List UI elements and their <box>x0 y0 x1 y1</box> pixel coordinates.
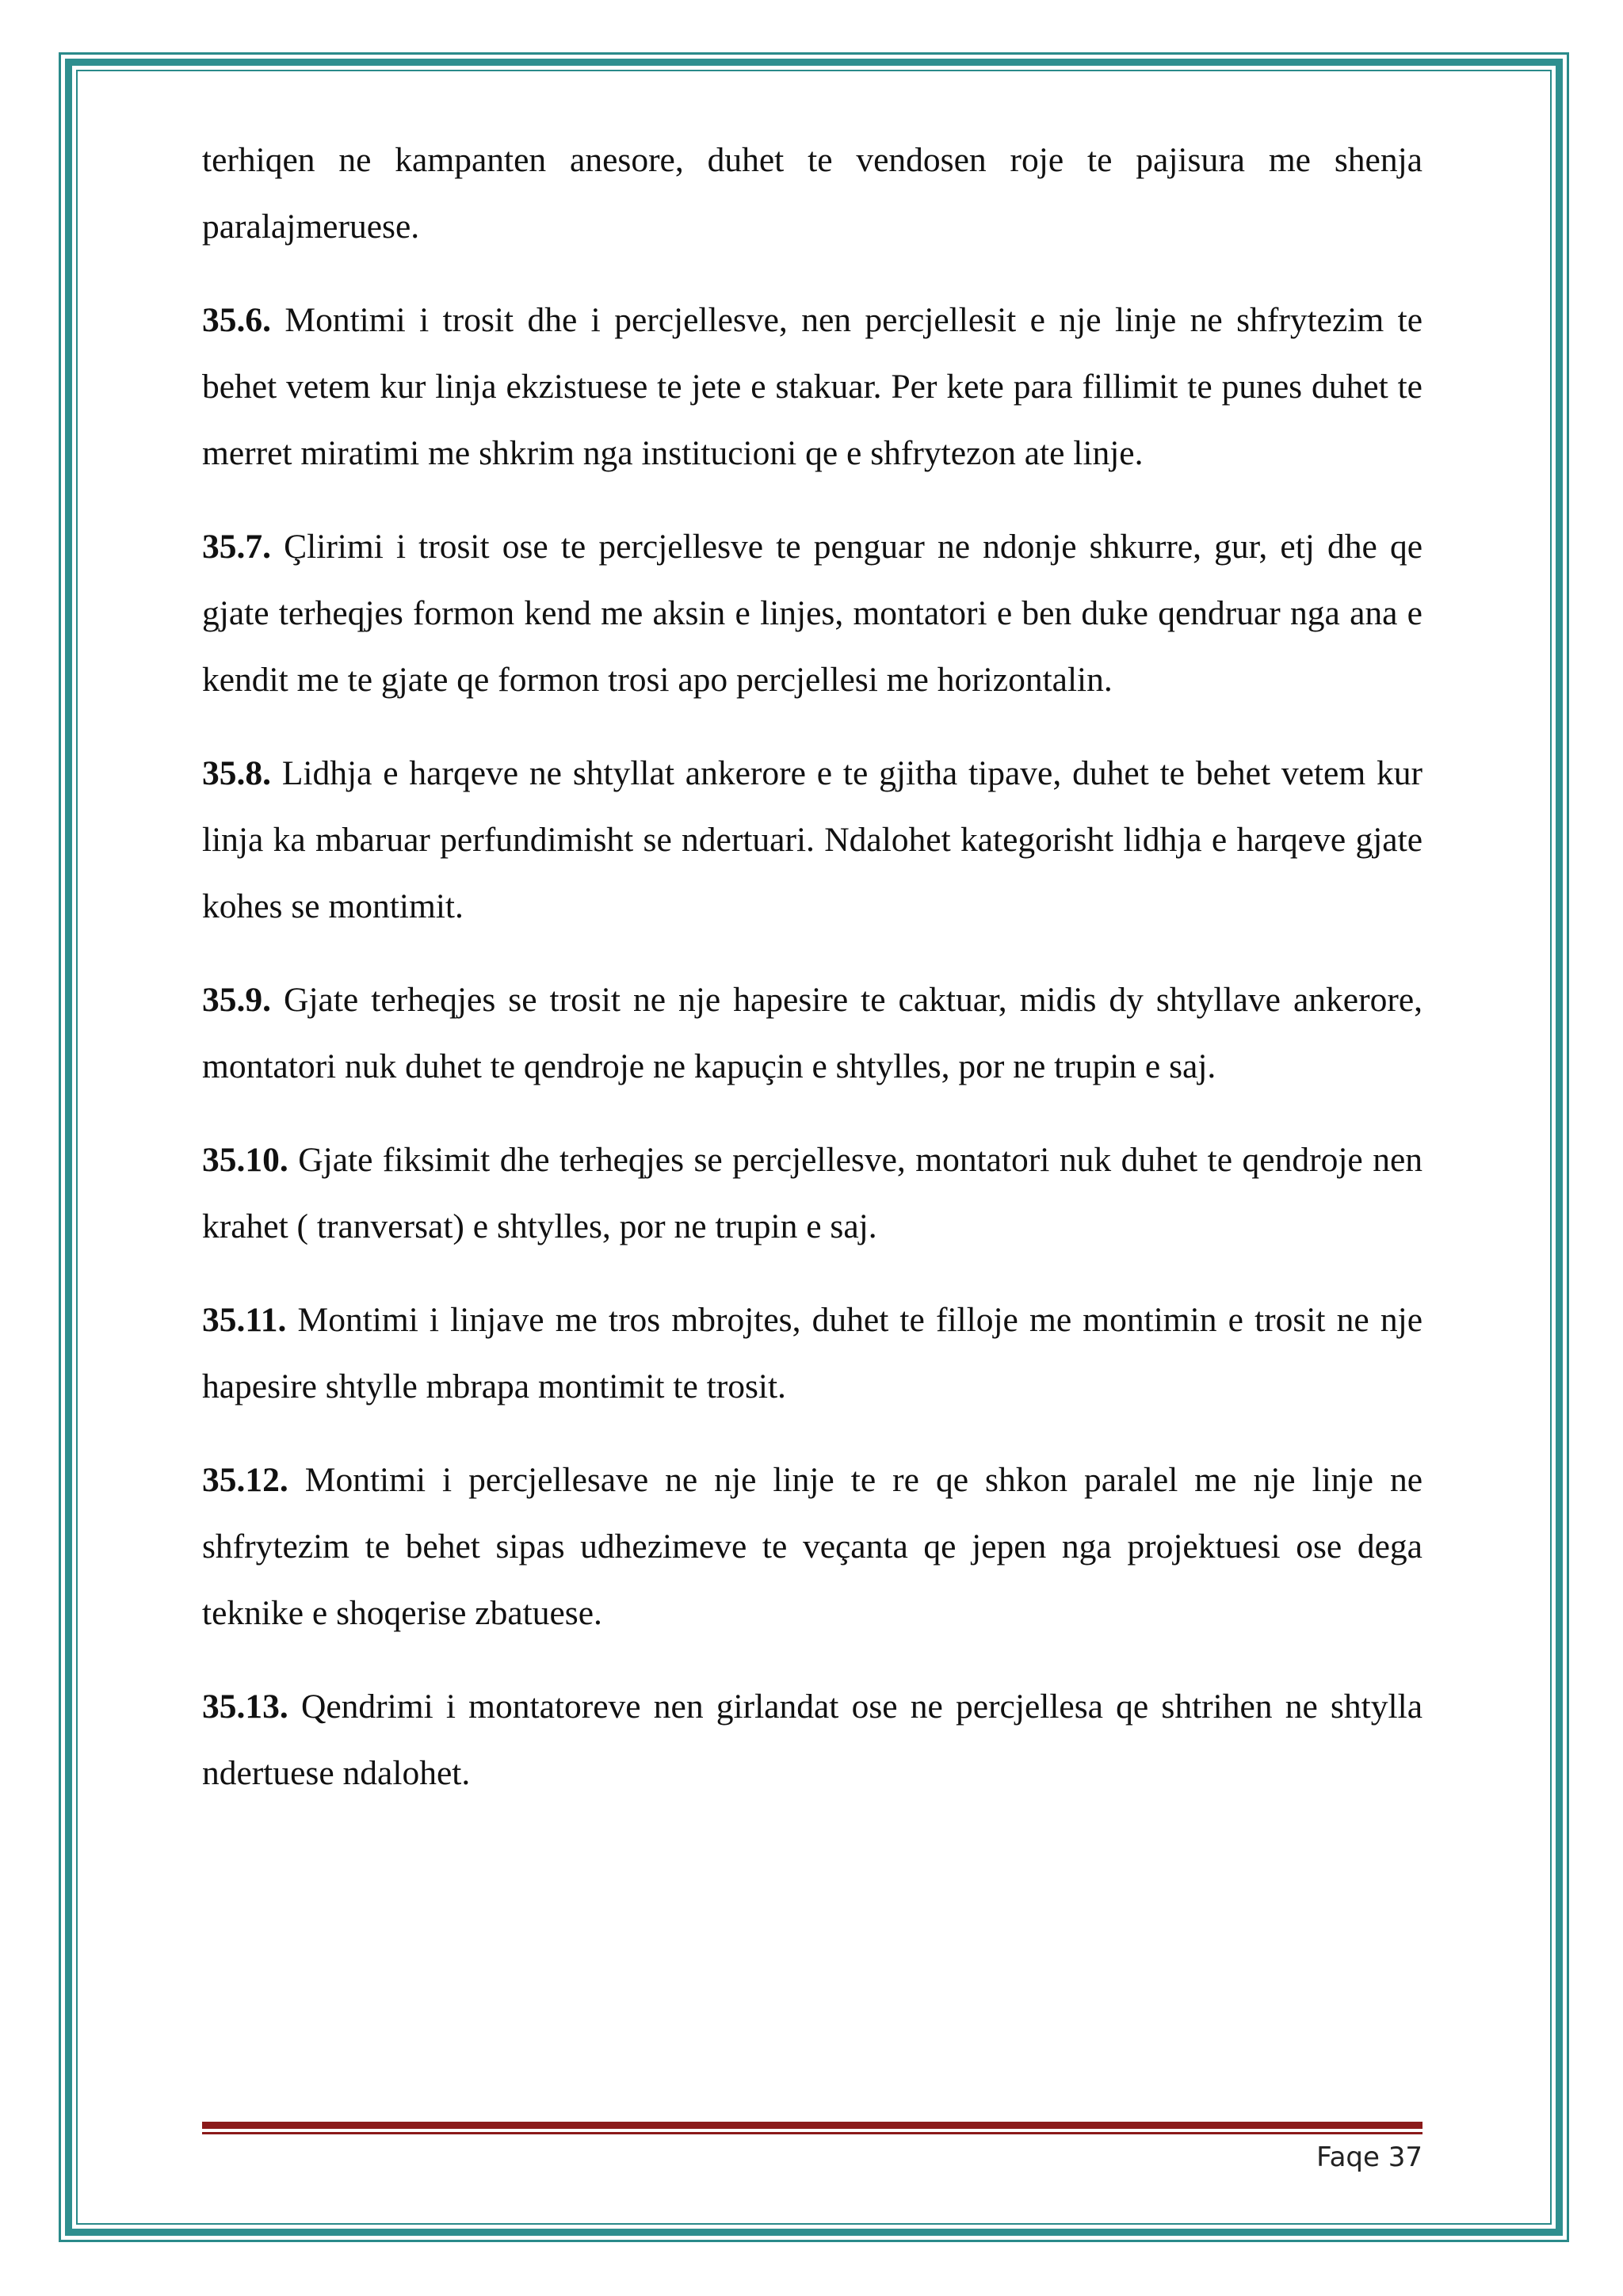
paragraph-number: 35.12. <box>202 1461 288 1499</box>
paragraph-35-12 <box>202 1447 1423 1646</box>
paragraph-number: 35.8. <box>202 754 271 792</box>
paragraph-35-10 <box>202 1127 1423 1260</box>
intro-paragraph: terhiqen ne kampanten anesore, duhet te vendosen roje te pajisura me shenja paralajmeruese. <box>202 141 1423 246</box>
paragraph-35-7 <box>202 513 1423 713</box>
paragraph-text: Montimi i linjave me tros mbrojtes, duhet te filloje me montimin e trosit ne nje hapesire shtylle mbrapa montimit te trosit. <box>202 1301 1423 1405</box>
page-number: Faqe 37 <box>1316 2142 1423 2173</box>
paragraph-text: Qendrimi i montatoreve nen girlandat ose ne percjellesa qe shtrihen ne shtylla ndertuese ndalohet. <box>202 1688 1423 1792</box>
paragraph-number: 35.10. <box>202 1141 288 1179</box>
document-body <box>202 127 1423 1833</box>
footer-rule-thin <box>202 2132 1423 2134</box>
paragraph-text: Çlirimi i trosit ose te percjellesve te penguar ne ndonje shkurre, gur, etj dhe qe gjate terheqjes formon kend me aksin e linjes, montatori e ben duke qendruar nga ana e kendit me te gjate qe formon trosi apo percjellesi me horizontalin. <box>202 528 1423 699</box>
paragraph-text: Gjate terheqjes se trosit ne nje hapesire te caktuar, midis dy shtyllave ankerore, montatori nuk duhet te qendroje ne kapuçin e shtylles, por ne trupin e saj. <box>202 981 1423 1085</box>
paragraph-number: 35.7. <box>202 528 271 566</box>
paragraph-text: Lidhja e harqeve ne shtyllat ankerore e te gjitha tipave, duhet te behet vetem kur linja ka mbaruar perfundimisht se ndertuari. Ndalohet kategorisht lidhja e harqeve gjate kohes se montimit. <box>202 754 1423 925</box>
paragraph-35-9 <box>202 967 1423 1100</box>
paragraph-35-6 <box>202 287 1423 486</box>
paragraph-number: 35.11. <box>202 1301 287 1339</box>
paragraph-number: 35.9. <box>202 981 271 1019</box>
paragraph-text: Montimi i percjellesave ne nje linje te re qe shkon paralel me nje linje ne shfrytezim te behet sipas udhezimeve te veçanta qe jepen nga projektuesi ose dega teknike e shoqerise zbatuese. <box>202 1461 1423 1632</box>
footer-rule-thick <box>202 2122 1423 2129</box>
paragraph-text: Gjate fiksimit dhe terheqjes se percjellesve, montatori nuk duhet te qendroje nen krahet ( tranversat) e shtylles, por ne trupin e saj. <box>202 1141 1423 1245</box>
paragraph-35-8 <box>202 740 1423 940</box>
paragraph-35-11 <box>202 1287 1423 1420</box>
paragraph-number: 35.6. <box>202 301 271 339</box>
paragraph-35-13 <box>202 1673 1423 1806</box>
paragraph-number: 35.13. <box>202 1688 288 1726</box>
paragraph-text: Montimi i trosit dhe i percjellesve, nen percjellesit e nje linje ne shfrytezim te behet vetem kur linja ekzistuese te jete e stakuar. Per kete para fillimit te punes duhet te merret miratimi me shkrim nga institucioni qe e shfrytezon ate linje. <box>202 301 1423 472</box>
